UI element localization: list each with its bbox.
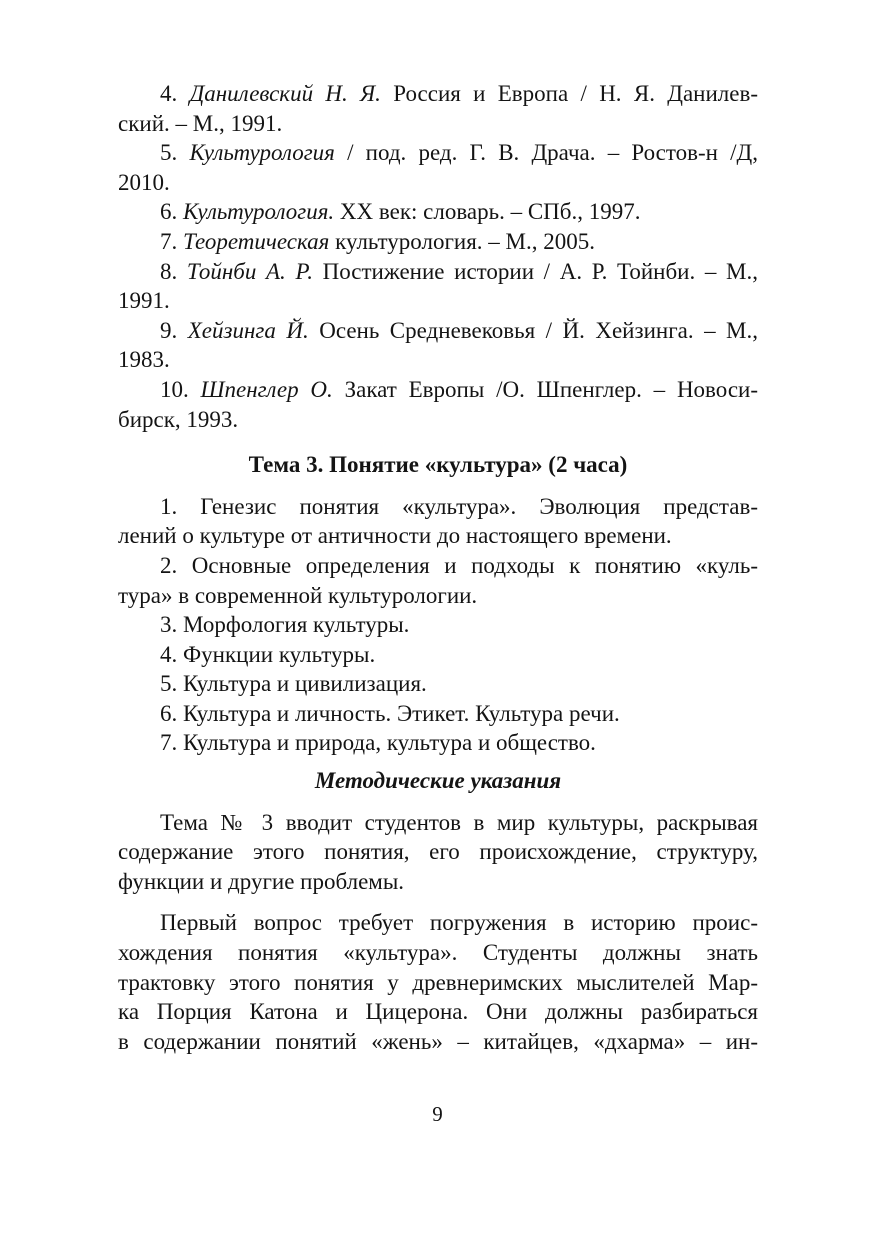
topic-item-text: 3. Морфология культуры. [160,612,410,638]
topic-item-continuation [118,521,758,551]
topic-item [118,492,758,522]
reference-continuation [118,168,758,198]
reference-text: Закат Европы /О. Шпенглер. – Новоси- [344,376,759,402]
topic-item [118,728,758,758]
reference-text: Постижение истории / А. Р. Тойнби. – М., [322,258,759,284]
reference-continuation [118,109,758,139]
topic-item-text-cont: тура» в современной культурологии. [118,582,478,608]
reference-text: XX век: словарь. – СПб., 1997. [339,199,641,225]
topic-item [118,610,758,640]
paragraph-line: в содержании понятий «жень» – китайцев, «дхарма» – ин- [118,1028,758,1054]
reference-author: Тойнби А. Р. [186,258,313,284]
topic-list [118,492,758,758]
topic-item [118,699,758,729]
reference-item [118,316,758,346]
page-content [118,79,758,1056]
reference-text: / под. ред. Г. В. Драча. – Ростов-н /Д, [347,140,758,166]
reference-continuation [118,405,758,435]
reference-author: Шпенглер О. [200,376,333,402]
paragraph-line: трактовку этого понятия у древнеримских мыслителей Мар- [118,969,758,995]
body-paragraph [118,808,758,897]
reference-text: культурология. – М., 2005. [335,228,595,254]
reference-text: Россия и Европа / Н. Я. Данилев- [393,81,758,106]
reference-item [118,227,758,257]
reference-text-cont: 2010. [118,169,170,195]
reference-text-cont: 1983. [118,347,170,373]
topic-item-text-cont: лений о культуре от античности до настоящего времени. [118,523,672,549]
topic-item-text: 2. Основные определения и подходы к понятию «куль- [160,552,758,578]
topic-item-text: 5. Культура и цивилизация. [160,671,427,697]
reference-continuation [118,286,758,316]
reference-number: 5. [160,140,178,166]
guidelines-heading: Методические указания [314,768,562,794]
reference-item [118,79,758,109]
page-number: 9 [432,1102,443,1126]
topic-item-continuation [118,581,758,611]
body-paragraph [118,908,758,1056]
paragraph-line: Первый вопрос требует погружения в историю проис- [160,910,758,936]
reference-text-cont: ский. – М., 1991. [118,110,283,136]
topic-item [118,669,758,699]
reference-number: 8. [160,258,178,284]
topic-item-text: 1. Генезис понятия «культура». Эволюция представ- [160,493,758,519]
reference-text-cont: бирск, 1993. [118,406,239,432]
reference-number: 7. [160,228,178,254]
topic-item-text: 6. Культура и личность. Этикет. Культура речи. [160,700,620,726]
topic-heading: Тема 3. Понятие «культура» (2 часа) [248,452,628,478]
topic-item [118,640,758,670]
reference-author: Культурология. [183,199,335,225]
topic-item-text: 7. Культура и природа, культура и общество. [160,730,596,756]
reference-text: Осень Средневековья / Й. Хейзинга. – М., [319,317,759,343]
reference-author: Культурология [189,140,335,166]
reference-item [118,257,758,287]
topic-item-text: 4. Функции культуры. [160,641,376,667]
reference-author: Теоретическая [183,228,330,254]
reference-text-cont: 1991. [118,288,170,314]
reference-number: 6. [160,199,178,225]
reference-author: Данилевский Н. Я. [189,81,381,106]
reference-number: 10. [160,376,189,402]
topic-item [118,551,758,581]
reference-item [118,375,758,405]
reference-item [118,197,758,227]
paragraph-line: хождения понятия «культура». Студенты должны знать [118,940,758,966]
reference-item [118,138,758,168]
reference-number: 4. [160,81,178,106]
reference-author: Хейзинга Й. [187,317,309,343]
paragraph-line: содержание этого понятия, его происхождение, структуру, [118,839,758,865]
paragraph-line: ка Порция Катона и Цицерона. Они должны разбираться [118,999,758,1025]
paragraph-line: функции и другие проблемы. [118,868,405,894]
reference-number: 9. [160,317,178,343]
reference-continuation [118,345,758,375]
paragraph-line: Тема № 3 вводит студентов в мир культуры, раскрывая [160,809,758,835]
reference-list [118,79,758,434]
